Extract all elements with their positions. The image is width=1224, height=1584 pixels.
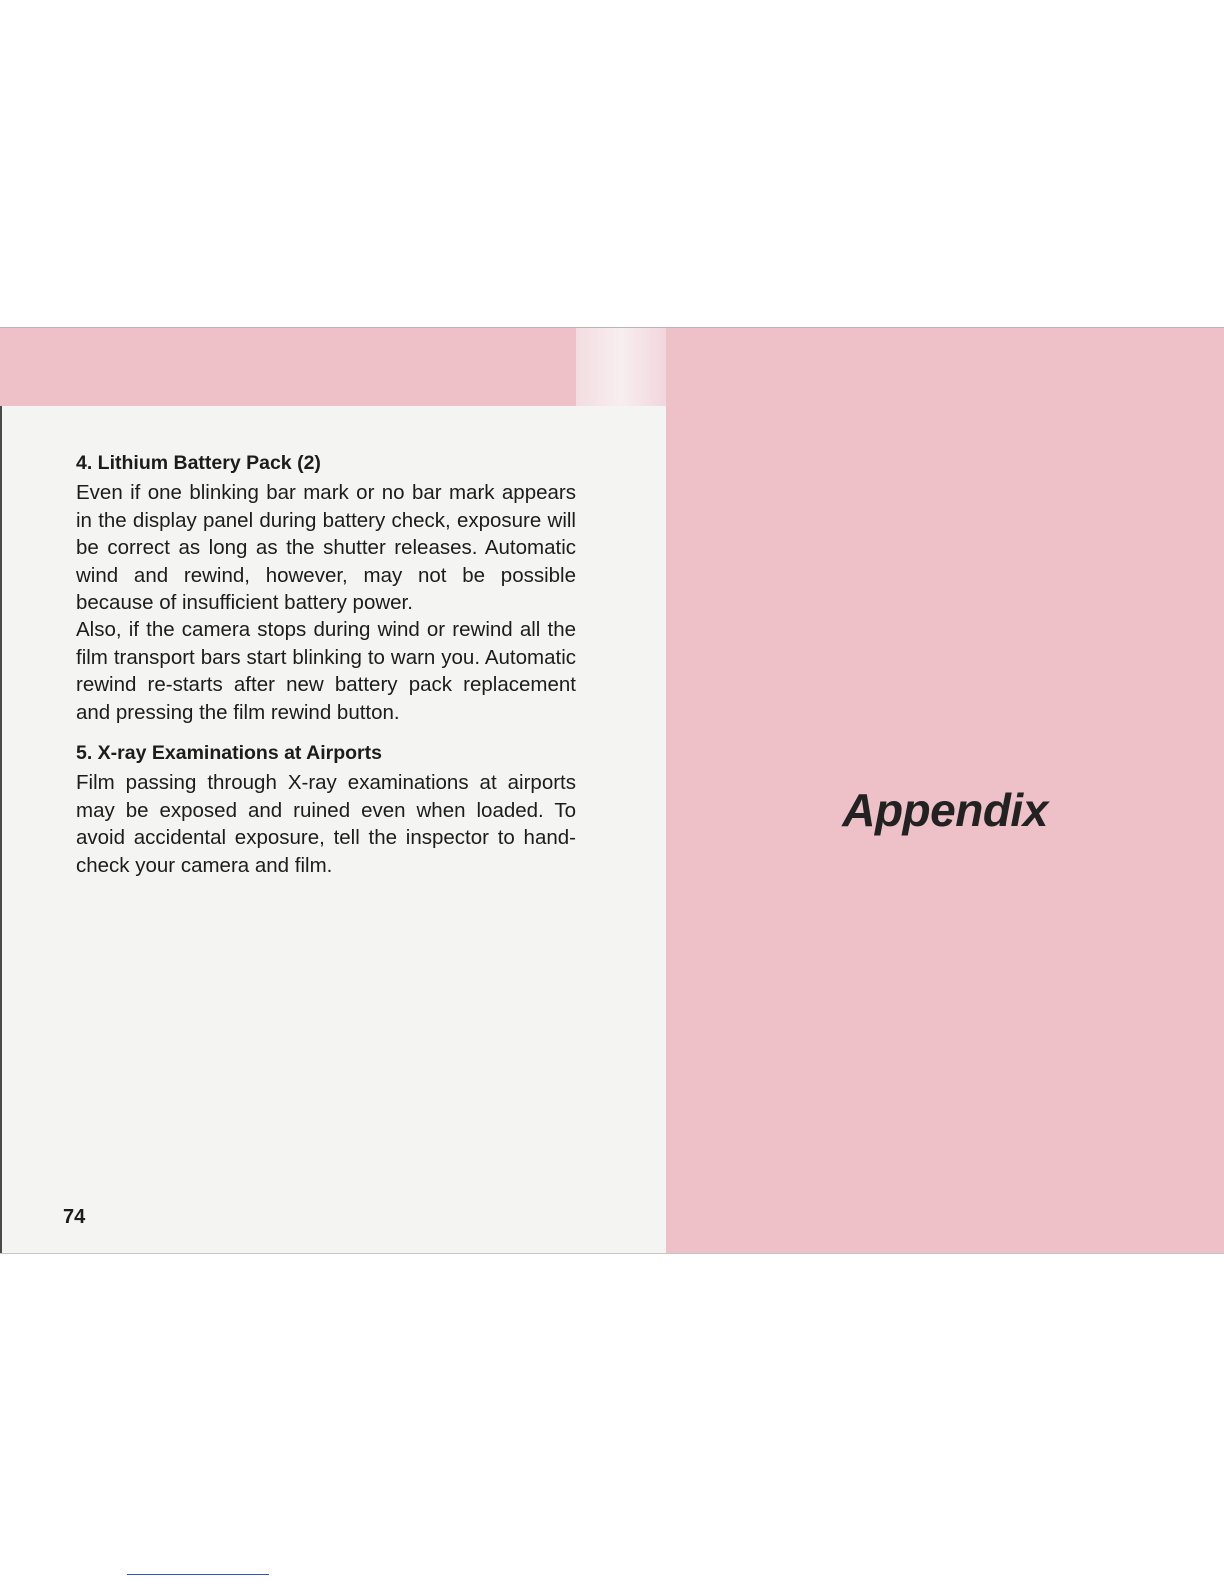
left-page-content [76, 450, 576, 879]
section-paragraph: Film passing through X-ray examinations at airports may be exposed and ruined even when loaded. To avoid accidental exposure, tell the inspector to hand-check your camera and film. [76, 771, 576, 877]
footer-rule [127, 1574, 269, 1575]
section-xray-examinations [76, 740, 576, 879]
left-page-header-band [0, 328, 576, 406]
left-page-edge [0, 406, 2, 1253]
section-paragraph: Even if one blinking bar mark or no bar mark appears in the display panel during battery check, exposure will be correct as long as the shutter releases. Automatic wind and rewind, however, may not be possible because of insufficient battery power. [76, 481, 576, 615]
page-number: 74 [63, 1206, 86, 1228]
section-spacer [76, 726, 576, 740]
section-lithium-battery [76, 450, 576, 726]
page-gutter [576, 328, 666, 406]
appendix-title: Appendix [842, 784, 1048, 836]
section-title: 5. X-ray Examinations at Airports [76, 742, 382, 765]
section-paragraph: Also, if the camera stops during wind or rewind all the film transport bars start blinking to warn you. Automatic rewind re-starts after new battery pack replacement and pressing the film rewind button. [76, 618, 576, 724]
book-spread [0, 327, 1224, 1254]
section-title: 4. Lithium Battery Pack (2) [76, 452, 321, 474]
